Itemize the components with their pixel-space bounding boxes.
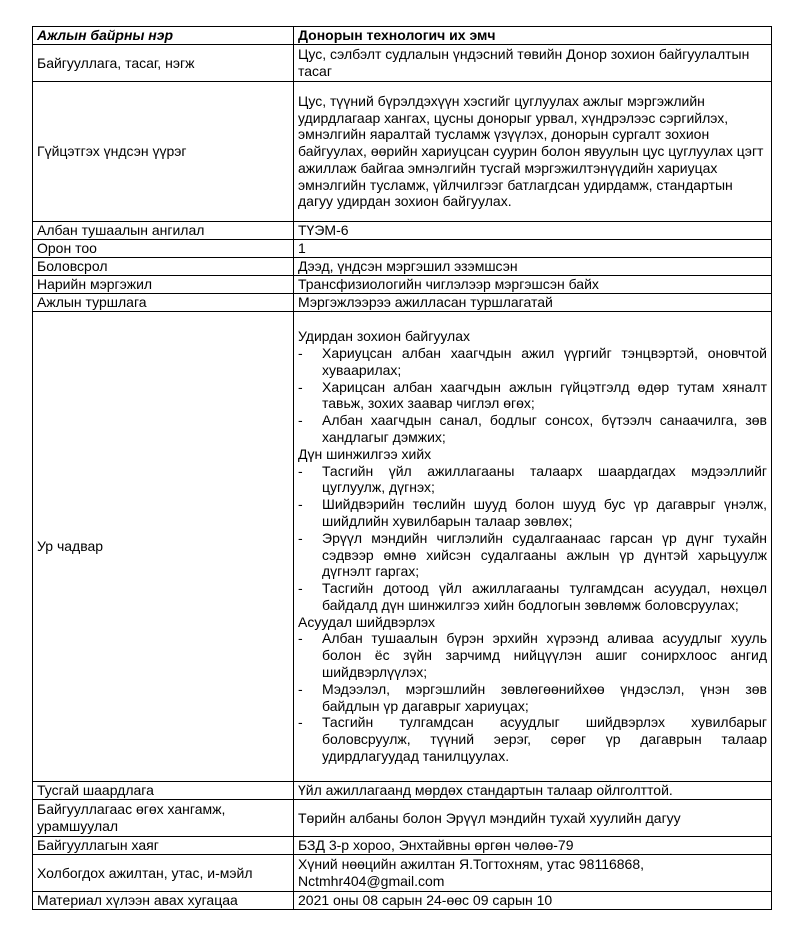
count-value: 1	[294, 240, 772, 258]
skills-group-title: Дүн шинжилгээ хийх	[298, 445, 432, 462]
table-row-deadline	[33, 892, 772, 910]
table-row-education	[33, 258, 772, 276]
list-item: - Албан тушаалын бүрэн эрхийн хүрээнд аливаа асуудлыг хууль болон ёс зүйн зарчимд нийцүүлэн ашиг сонирхлоос ангид шийдвэрлүүлэх;	[298, 630, 767, 681]
skills-label: Ур чадвар	[33, 312, 294, 782]
education-label: Боловсрол	[33, 258, 294, 276]
deadline-label: Материал хүлээн авах хугацаа	[33, 892, 294, 910]
list-item: - Тасгийн дотоод үйл ажиллагааны тулгамдсан асуудал, нөхцөл байдалд дүн шинжилгээ хийн бодлогын зөвлөмж боловсруулах;	[298, 580, 767, 613]
skills-value	[294, 312, 772, 782]
class-value: ТҮЭМ-6	[294, 222, 772, 240]
header-label: Ажлын байрны нэр	[33, 27, 294, 45]
list-item: - Албан хаагчдын санал, бодлыг сонсох, бүтээлч санаачилга, зөв хандлагыг дэмжих;	[298, 412, 767, 445]
special-value: Үйл ажиллагаанд мөрдөх стандартын талаар ойлголттой.	[294, 782, 772, 800]
function-label: Гүйцэтгэх үндсэн үүрэг	[33, 82, 294, 222]
job-title: Донорын технологич их эмч	[294, 27, 772, 45]
education-value: Дээд, үндсэн мэргэшил эзэмшсэн	[294, 258, 772, 276]
contact-person: Хүний нөөцийн ажилтан Я.Тогтохням, утас 98116868,	[298, 856, 645, 873]
specialty-label: Нарийн мэргэжил	[33, 276, 294, 294]
deadline-value: 2021 оны 08 сарын 24-өөс 09 сарын 10	[294, 892, 772, 910]
experience-value: Мэргэжлээрээ ажилласан туршлагатай	[294, 294, 772, 312]
table-row-count	[33, 240, 772, 258]
table-row-org	[33, 45, 772, 82]
address-value: БЗД 3-р хороо, Энхтайвны өргөн чөлөө-79	[294, 837, 772, 855]
skills-group-title: Асуудал шийдвэрлэх	[298, 613, 435, 630]
table-row-specialty	[33, 276, 772, 294]
address-label: Байгууллагын хаяг	[33, 837, 294, 855]
table-row-address	[33, 837, 772, 855]
table-row-contact	[33, 855, 772, 892]
table-row-header	[33, 27, 772, 45]
skills-group-title: Удирдан зохион байгуулах	[298, 328, 471, 345]
special-label: Тусгай шаардлага	[33, 782, 294, 800]
list-item: - Шийдвэрийн төслийн шууд болон шууд бус үр дагаврыг үнэлж, шийдлийн хувилбарын талаар зөвлөх;	[298, 496, 767, 529]
specialty-value: Трансфизиологийн чиглэлээр мэргэшсэн байх	[294, 276, 772, 294]
benefits-value: Төрийн албаны болон Эрүүл мэндийн тухай хуулийн дагуу	[294, 800, 772, 837]
function-value: Цус, түүний бүрэлдэхүүн хэсгийг цуглуулах ажлыг мэргэжлийн удирдлагаар хангах, цусны донорыг урвал, хүндрэлээс сэргийлэх, эмнэлгийн яаралтай тусламж үзүүлэх, донорын сургалт зохион байгуулах, өөрийн хариуцсан суурин болон явуулын цус цуглуулах цэгт ажиллаж байгаа эмнэлгийн тусгай мэргэжилтэнүүдийн хариуцах эмнэлгийн тусламж, үйлчилгээг батлагдсан удирдамж, стандартын дагуу удирдан зохион байгуулах.	[294, 82, 772, 222]
table-row-class	[33, 222, 772, 240]
job-description-table	[32, 26, 772, 910]
list-item: - Тасгийн тулгамдсан асуудлыг шийдвэрлэх хувилбарыг боловсруулж, түүний эерэг, сөрөг үр дагаврын талаар удирдлагуудад танилцуулах.	[298, 714, 767, 765]
list-item: - Харицсан албан хаагчдын ажлын гүйцэтгэлд өдөр тутам хяналт тавьж, зохих заавар чиглэл өгөх;	[298, 378, 767, 412]
experience-label: Ажлын туршлага	[33, 294, 294, 312]
contact-email: Nctmhr404@gmail.com	[298, 873, 445, 889]
list-item: - Эрүүл мэндийн чиглэлийн судалгаанаас гарсан үр дүнг тухайн сэдвээр өмнө хийсэн судалгааны ажлын үр дүнтэй харьцуулж дүгнэлт гаргах;	[298, 529, 767, 580]
org-value: Цус, сэлбэлт судлалын үндэсний төвийн Донор зохион байгуулалтын тасаг	[294, 45, 772, 82]
contact-label: Холбогдох ажилтан, утас, и-мэйл	[33, 855, 294, 892]
table-row-benefits	[33, 800, 772, 837]
table-row-experience	[33, 294, 772, 312]
list-item: - Хариуцсан албан хаагчдын ажил үүргийг тэнцвэртэй, оновчтой хуваарилах;	[298, 344, 767, 378]
table-row-function	[33, 82, 772, 222]
benefits-label: Байгууллагаас өгөх хангамж, урамшуулал	[33, 800, 294, 837]
count-label: Орон тоо	[33, 240, 294, 258]
contact-value	[294, 855, 772, 892]
table-row-skills	[33, 312, 772, 782]
list-item: - Тасгийн үйл ажиллагааны талаарх шаардагдах мэдээллийг цуглуулж, дүгнэх;	[298, 462, 767, 496]
org-label: Байгууллага, тасаг, нэгж	[33, 45, 294, 82]
table-row-special	[33, 782, 772, 800]
class-label: Албан тушаалын ангилал	[33, 222, 294, 240]
list-item: - Мэдээлэл, мэргэшлийн зөвлөгөөнийхөө үндэслэл, үнэн зөв байдлын үр дагаврыг хариуцах;	[298, 680, 767, 714]
